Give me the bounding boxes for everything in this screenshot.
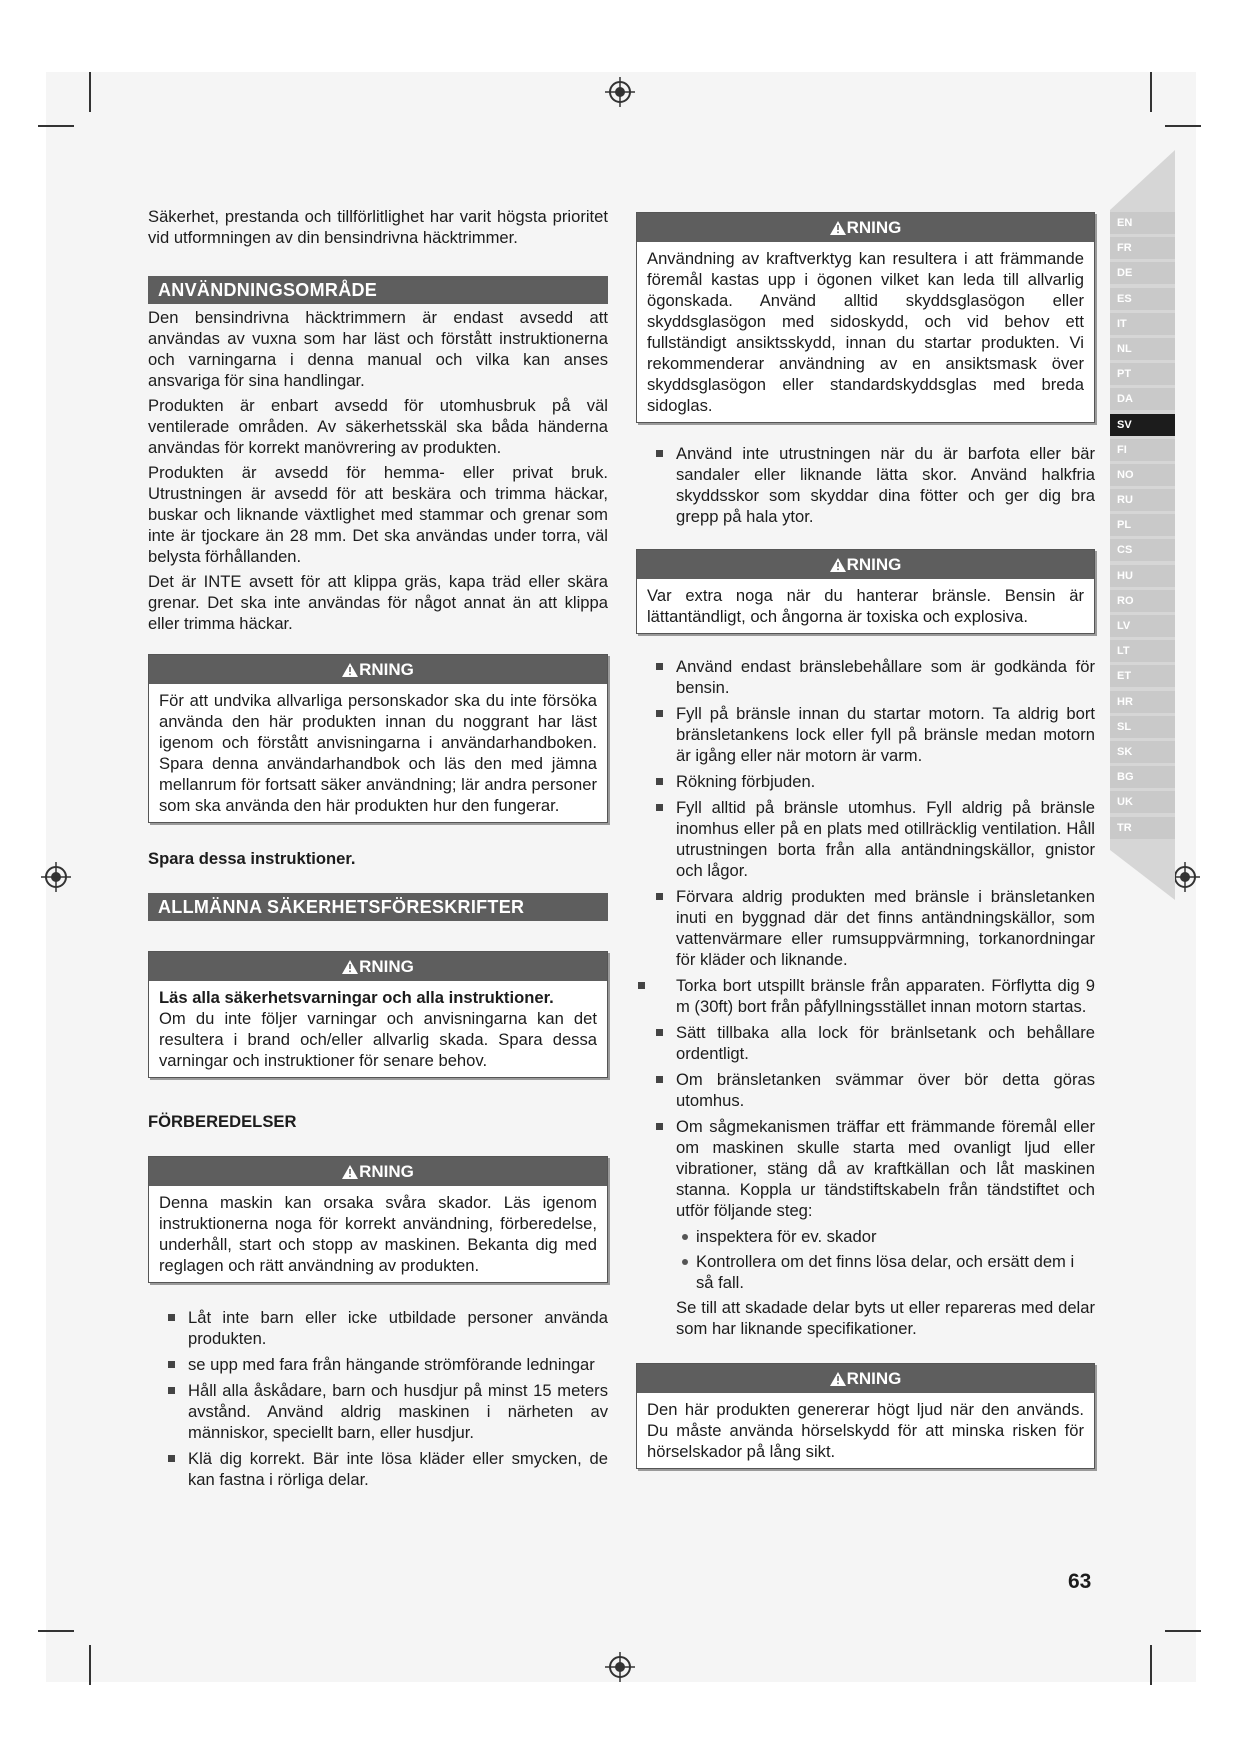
language-tab-uk[interactable]: UK (1110, 791, 1175, 813)
sub-list-item: inspektera för ev. skador (680, 1226, 1095, 1247)
list-item: Använd endast bränslebehållare som är godkända för bensin. (650, 656, 1095, 698)
language-tab-ro[interactable]: RO (1110, 590, 1175, 612)
warning-triangle-icon (342, 663, 358, 677)
list-item: Om bränsletanken svämmar över bör detta göras utomhus. (650, 1069, 1095, 1111)
list-item: Torka bort utspillt bränsle från apparaten. Förflytta dig 9 m (30ft) bort från påfyllningsstället innan motorn startas. (636, 975, 1095, 1017)
language-tab-fr[interactable]: FR (1110, 237, 1175, 259)
preparations-heading: FÖRBEREDELSER (148, 1112, 297, 1131)
list-item: Sätt tillbaka alla lock för bränlsetank och behållare ordentligt. (650, 1022, 1095, 1064)
warning-text (149, 981, 607, 1077)
warning-triangle-icon (342, 960, 358, 974)
language-tab-nl[interactable]: NL (1110, 338, 1175, 360)
warning-text: Var extra noga när du hanterar bränsle. Bensin är lättantändligt, och ångorna är toxiska och explosiva. (647, 586, 1084, 626)
language-tab-sv[interactable]: SV (1110, 414, 1175, 436)
crop-mark (89, 72, 91, 112)
warning-box (636, 549, 1095, 634)
language-tab-sl[interactable]: SL (1110, 716, 1175, 738)
right-column (636, 212, 1095, 1485)
crop-mark (1150, 72, 1152, 112)
language-tab-sk[interactable]: SK (1110, 741, 1175, 763)
usage-paragraph: Produkten är enbart avsedd för utomhusbruk på väl ventilerade områden. Av säkerhetsskäl ska båda händerna användas för korrekt manövrering av produkten. (148, 396, 608, 457)
language-tab-lv[interactable]: LV (1110, 615, 1175, 637)
list-item: Fyll på bränsle innan du startar motorn. Ta aldrig bort bränsletankens lock eller fyll på bränsle medan motorn är igång eller när motorn är varm. (650, 703, 1095, 766)
list-item: Använd inte utrustningen när du är barfota eller bär sandaler eller liknande lätta skor. Använd halkfria skyddsskor som skyddar dina fötter och ger dig bra grepp på hala ytor. (650, 443, 1095, 527)
usage-paragraph: Den bensindrivna häcktrimmern är endast avsedd att användas av vuxna som har läst och förstått instruktionerna och varningarna i denna manual och vilka kan anses ansvariga för sina handlingar. (148, 308, 608, 390)
crop-mark (1165, 125, 1201, 127)
list-item: Rökning förbjuden. (650, 771, 1095, 792)
warning-box (148, 1156, 608, 1283)
language-tab-fi[interactable]: FI (1110, 439, 1175, 461)
language-tab-es[interactable]: ES (1110, 288, 1175, 310)
warning-box (636, 212, 1095, 423)
crop-mark (38, 1630, 74, 1632)
list-item: Om sågmekanismen träffar ett främmande föremål eller om maskinen skulle starta med ovanligt ljud eller vibrationer, stäng då av kraftkällan och låt maskinen stanna. Koppla ur tändstiftskabeln från tändstiftet och utför följande steg: (650, 1116, 1095, 1221)
warning-triangle-icon (830, 558, 846, 572)
warning-box (148, 951, 608, 1078)
warning-title: RNING (637, 213, 1094, 242)
warning-title: RNING (149, 952, 607, 981)
save-instructions: Spara dessa instruktioner. (148, 849, 356, 868)
list-item: se upp med fara från hängande strömförande ledningar (162, 1354, 608, 1375)
page-number: 63 (1068, 1570, 1092, 1593)
language-tab-da[interactable]: DA (1110, 388, 1175, 410)
fuel-list (636, 656, 1095, 1221)
language-tab-no[interactable]: NO (1110, 464, 1175, 486)
warning-triangle-icon (342, 1165, 358, 1179)
warning-box (636, 1363, 1095, 1469)
crop-mark (38, 125, 74, 127)
language-tab-cs[interactable]: CS (1110, 539, 1175, 561)
language-tab-de[interactable]: DE (1110, 262, 1175, 284)
footwear-list (636, 443, 1095, 527)
warning-box (148, 654, 608, 823)
general-safety-heading: ALLMÄNNA SÄKERHETSFÖRESKRIFTER (148, 893, 608, 921)
list-item: Klä dig korrekt. Bär inte lösa kläder eller smycken, de kan fastna i rörliga delar. (162, 1448, 608, 1490)
warning-title: RNING (637, 1364, 1094, 1393)
warning-triangle-icon (830, 1372, 846, 1386)
sub-list-item: Kontrollera om det finns lösa delar, och ersätt dem i så fall. (680, 1251, 1095, 1293)
crop-mark (1165, 1630, 1201, 1632)
inspection-sublist (636, 1226, 1095, 1293)
language-tab-pl[interactable]: PL (1110, 514, 1175, 536)
warning-text: För att undvika allvarliga personskador ska du inte försöka använda den här produkten innan du noggrant har läst igenom och förstått anvisningarna i användarhandboken. Spara denna användarhandbok och läs den med jämna mellanrum för fortsatt säker användning; lär andra personer som ska använda den här produkten hur den fungerar. (159, 691, 597, 815)
list-item: Håll alla åskådare, barn och husdjur på minst 15 meters avstånd. Använd aldrig maskinen i närheten av människor, speciellt barn, eller husdjur. (162, 1380, 608, 1443)
warning-body-text: Om du inte följer varningar och anvisningarna kan det resultera i brand och/eller allvarlig skada. Spara dessa varningar och instruktioner för senare behov. (159, 1009, 597, 1070)
warning-bold-line: Läs alla säkerhetsvarningar och alla instruktioner. (159, 988, 554, 1007)
warning-title: RNING (149, 1157, 607, 1186)
usage-paragraph: Det är INTE avsett för att klippa gräs, kapa träd eller skära grenar. Det ska inte användas för något annat än att klippa eller trimma häckar. (148, 572, 608, 633)
warning-text: Användning av kraftverktyg kan resultera i att främmande föremål kastas upp i ögonen vilket kan leda till allvarlig ögonskada. Använd alltid skyddsglasögon eller skyddsglasögon med sidoskydd, och vid behov ett fullständigt ansiktsskydd, innan du startar produkten. Vi rekommenderar användning av en ansiktsmask över skyddsglasögon eller standardskyddsglas med breda sidoglas. (647, 249, 1084, 415)
registration-mark-icon (41, 862, 71, 892)
usage-heading: ANVÄNDNINGSOMRÅDE (148, 276, 608, 304)
language-tab-bg[interactable]: BG (1110, 766, 1175, 788)
warning-text: Den här produkten genererar högt ljud när den används. Du måste använda hörselskydd för att minska risken för hörselskador på lång sikt. (647, 1400, 1084, 1461)
crop-mark (1150, 1645, 1152, 1685)
language-tab-tr[interactable]: TR (1110, 817, 1175, 839)
replace-note: Se till att skadade delar byts ut eller repareras med delar som har liknande specifikationer. (676, 1298, 1095, 1338)
list-item: Förvara aldrig produkten med bränsle i bränsletanken inuti en byggnad där det finns antändningskällor, som vattenvärmare eller rumsuppvärmning, torkanordningar för kläder och liknande. (650, 886, 1095, 970)
usage-paragraph: Produkten är avsedd för hemma- eller privat bruk. Utrustningen är avsedd för att beskära och trimma häckar, buskar och liknande växtlighet med stammar och grenar som inte är tjockare än 28 mm. Det ska användas under torra, väl belysta förhållanden. (148, 463, 608, 566)
language-tabs (1110, 212, 1175, 842)
list-item: Låt inte barn eller icke utbildade personer använda produkten. (162, 1307, 608, 1349)
language-tab-hr[interactable]: HR (1110, 691, 1175, 713)
warning-triangle-icon (830, 221, 846, 235)
crop-mark (89, 1645, 91, 1685)
registration-mark-icon (605, 77, 635, 107)
preparation-list (148, 1307, 608, 1490)
registration-mark-icon (605, 1652, 635, 1682)
language-tab-en[interactable]: EN (1110, 212, 1175, 234)
warning-text: Denna maskin kan orsaka svåra skador. Läs igenom instruktionerna noga för korrekt användning, förberedelse, underhåll, start och stopp av maskinen. Bekanta dig med reglagen och rätt användning av produkten. (159, 1193, 597, 1275)
language-tab-lt[interactable]: LT (1110, 640, 1175, 662)
language-tab-hu[interactable]: HU (1110, 565, 1175, 587)
language-tab-et[interactable]: ET (1110, 665, 1175, 687)
left-column (148, 206, 608, 1495)
language-tab-it[interactable]: IT (1110, 313, 1175, 335)
language-tab-pt[interactable]: PT (1110, 363, 1175, 385)
warning-title: RNING (637, 550, 1094, 579)
language-tab-ru[interactable]: RU (1110, 489, 1175, 511)
list-item: Fyll alltid på bränsle utomhus. Fyll aldrig på bränsle inomhus eller på en plats med otillräcklig ventilation. Håll utrustningen borta från alla antändningskällor, gnistor och lågor. (650, 797, 1095, 881)
intro-text: Säkerhet, prestanda och tillförlitlighet har varit högsta prioritet vid utformningen av din bensindrivna häcktrimmer. (148, 207, 608, 247)
warning-title: RNING (149, 655, 607, 684)
